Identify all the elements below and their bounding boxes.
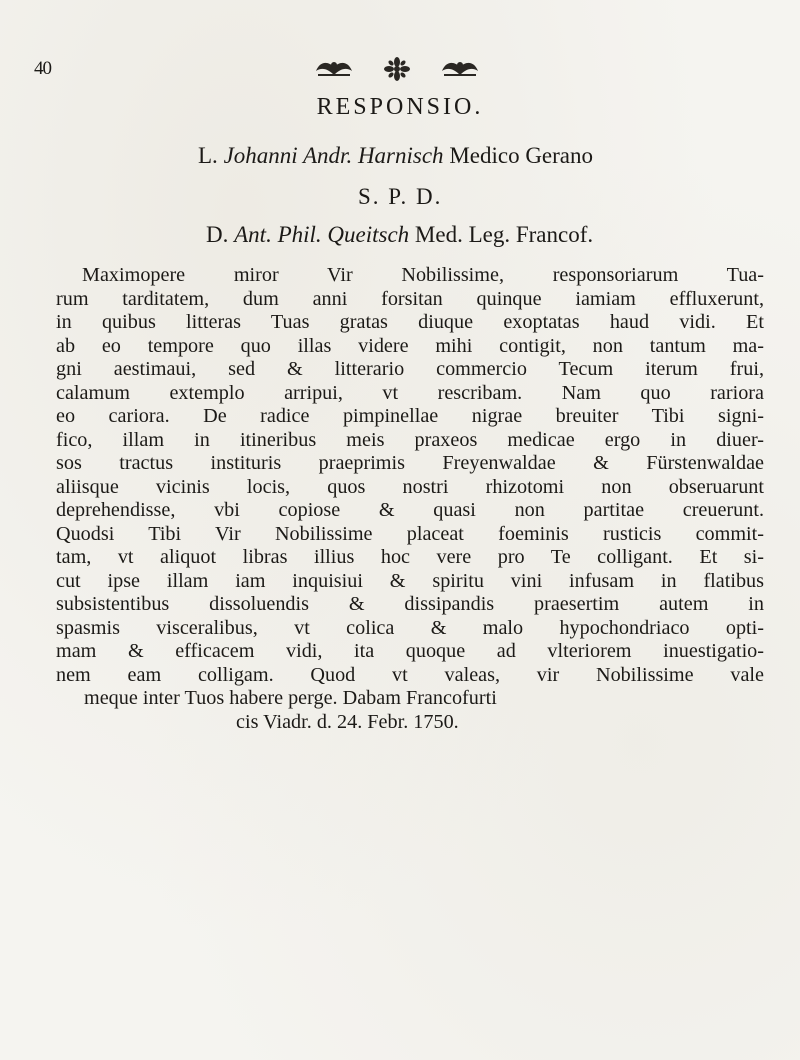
body-line: subsistentibus dissoluendis & dissipandis praesertim autem in: [56, 593, 764, 615]
printer-flower-icon: [312, 57, 356, 81]
printer-flower-icon: [438, 57, 482, 81]
page-number: 40: [34, 58, 51, 79]
body-line: aliisque vicinis locis, quos nostri rhizotomi non obseruarunt: [56, 475, 764, 498]
salutation-spd: S. P. D.: [358, 184, 443, 209]
body-line: nem eam colligam. Quod vt valeas, vir Nobilissime vale: [56, 663, 764, 686]
body-line: gni aestimaui, sed & litterario commercio Tecum iterum frui,: [56, 358, 764, 380]
body-line: eo cariora. De radice pimpinellae nigrae breuiter Tibi signi-: [56, 405, 764, 427]
body-line: rum tarditatem, dum anni forsitan quinque iamiam effluxerunt,: [56, 287, 764, 310]
body-line: fico, illam in itineribus meis praxeos medicae ergo in diuer-: [56, 428, 764, 451]
body-line: calamum extemplo arripui, vt rescribam. Nam quo rariora: [56, 381, 764, 404]
body-line: in quibus litteras Tuas gratas diuque exoptatas haud vidi. Et: [56, 311, 764, 333]
body-line: sos tractus instituris praeprimis Freyenwaldae & Fürstenwaldae: [56, 452, 764, 474]
body-line: tam, vt aliquot libras illius hoc vere pro Te colligant. Et si-: [56, 546, 764, 568]
recipient-title: Medico Gerano: [449, 143, 594, 168]
sender-title: Med. Leg. Francof.: [414, 222, 594, 247]
body-line: cut ipse illam iam inquisiui & spiritu vini infusam in flatibus: [56, 569, 764, 592]
letter-body: [56, 264, 764, 734]
body-line: mam & efficacem vidi, ita quoque ad vlteriorem inuestigatio-: [56, 640, 764, 662]
sender-line: [206, 222, 593, 248]
header-ornament: [312, 56, 482, 82]
sender-name: Ant. Phil. Queitsch: [234, 222, 410, 247]
recipient-prefix: L.: [198, 143, 218, 168]
body-line: meque inter Tuos habere perge. Dabam Francofurti: [84, 687, 497, 709]
body-line-closing: cis Viadr. d. 24. Febr. 1750.: [236, 710, 459, 733]
star-flower-icon: [382, 56, 412, 82]
sender-prefix: D.: [206, 222, 229, 247]
recipient-line: [198, 143, 593, 169]
body-line: Maximopere miror Vir Nobilissime, responsoriarum Tua-: [82, 264, 764, 286]
body-line: ab eo tempore quo illas videre mihi contigit, non tantum ma-: [56, 334, 764, 357]
body-line: spasmis visceralibus, vt colica & malo hypochondriaco opti-: [56, 616, 764, 639]
document-heading: RESPONSIO.: [316, 94, 484, 120]
recipient-name: Johanni Andr. Harnisch: [223, 143, 444, 168]
body-line: deprehendisse, vbi copiose & quasi non partitae creuerunt.: [56, 499, 764, 521]
body-line: Quodsi Tibi Vir Nobilissime placeat foeminis rusticis commit-: [56, 522, 764, 545]
